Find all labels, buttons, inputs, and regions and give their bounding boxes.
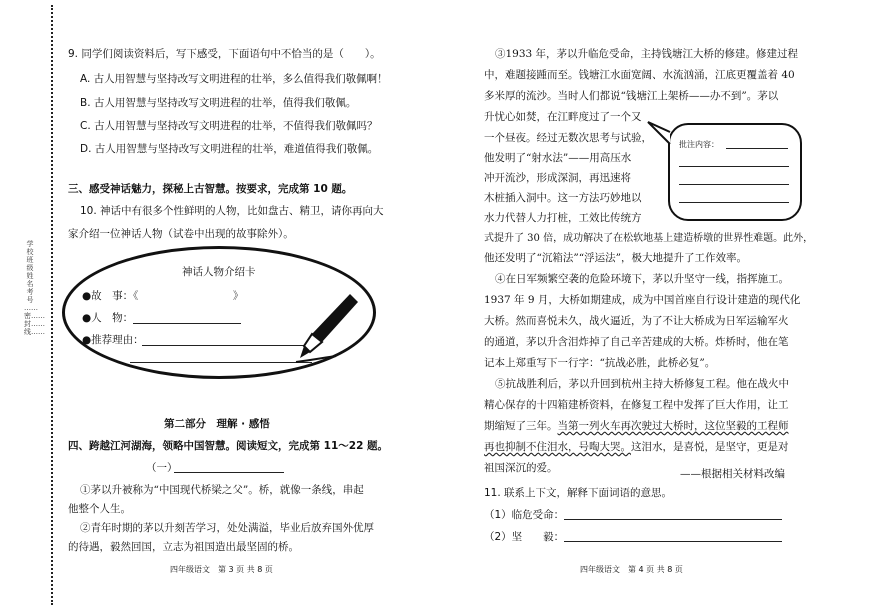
paragraph3-line1: ③1933 年，茅以升临危受命，主持钱塘江大桥的修建。修建过程 [495, 48, 799, 60]
q11-answer-line-2[interactable] [564, 541, 782, 542]
paragraph3-line7: 冲开流沙，形成深洞，再迅速将 [484, 172, 631, 184]
section4-title: 四、跨越江河湖海，领略中国智慧。阅读短文，完成第 11～22 题。 [68, 440, 389, 452]
paragraph4-line1: ④在日军频繁空袭的危险环境下，茅以升坚守一线，指挥施工。 [495, 273, 789, 285]
paragraph5-line5: 祖国深沉的爱。 [484, 462, 558, 474]
q9-option-c: C. 古人用智慧与坚持改写文明进程的壮举，不值得我们敬佩吗？ [80, 120, 378, 132]
wavy-underlined-sentence-end: 再也抑制不住泪水，号啕大哭。 [484, 441, 631, 453]
paragraph3-line2: 中，难题接踵而至。钱塘江水面宽阔、水流汹涌，江底更覆盖着 40 [484, 69, 795, 81]
intro-card-reason: ●推荐理由： [82, 334, 144, 346]
paragraph3-line8: 木桩插入洞中。这一方法巧妙地以 [484, 192, 642, 204]
annotation-label: 批注内容： [679, 140, 719, 149]
paragraph5-line2: 精心保存的十四箱建桥资料，在修复工程中发挥了巨大作用，让工 [484, 399, 789, 411]
annotation-line-3[interactable] [679, 184, 789, 185]
paragraph4-line3: 大桥。然而喜悦未久，战火逼近，为了不让大桥成为日军运输军火 [484, 315, 789, 327]
paragraph2-line2: 的待遇，毅然回国，立志为祖国造出最坚固的桥。 [68, 541, 299, 553]
paragraph3-line4: 升忧心如焚，在江畔度过了一个又 [484, 111, 642, 123]
bullet-dot-icon: ● [82, 290, 92, 302]
q9-stem: 9. 同学们阅读资料后，写下感受，下面语句中不恰当的是（ ）。 [68, 48, 381, 60]
reason-answer-line-2[interactable] [130, 362, 312, 363]
passage-source: ——根据相关材料改编 [680, 468, 785, 480]
q11-stem: 11. 联系上下文，解释下面词语的意思。 [484, 487, 673, 499]
q11-answer-line-1[interactable] [564, 519, 782, 520]
annotation-line-1[interactable] [726, 148, 788, 149]
paragraph1-line1: ①茅以升被称为“中国现代桥梁之父”。桥，就像一条线，串起 [80, 484, 364, 496]
paragraph4-line2: 1937 年 9 月，大桥如期建成，成为中国首座自行设计建造的现代化 [484, 294, 801, 306]
paragraph3-line11: 他还发明了“沉箱法”“浮运法”，极大地提升了工作效率。 [484, 252, 747, 264]
page4-footer: 四年级语文 第 4 页 共 8 页 [580, 565, 683, 574]
reason-answer-line-1[interactable] [142, 345, 312, 346]
intro-card-person: ●人 物： [82, 312, 134, 324]
pen-icon [292, 290, 362, 365]
q10-line2: 家介绍一位神话人物（试卷中出现的故事除外）。 [68, 228, 294, 240]
paragraph5-line3: 期缩短了三年。当第一列火车再次驶过大桥时，这位坚毅的工程师 [484, 420, 789, 432]
paragraph3-line5: 一个昼夜。经过无数次思考与试验， [484, 132, 652, 144]
passage-number: （一） [146, 462, 178, 474]
q9-option-b: B. 古人用智慧与坚持改写文明进程的壮举，值得我们敬佩。 [80, 97, 357, 109]
person-answer-line[interactable] [133, 323, 241, 324]
q9-option-d: D. 古人用智慧与坚持改写文明进程的壮举，难道值得我们敬佩。 [80, 143, 379, 155]
q9-option-a: A. 古人用智慧与坚持改写文明进程的壮举，多么值得我们敬佩啊！ [80, 73, 388, 85]
paragraph3-line9: 水力代替人力打桩，工效比传统方 [484, 212, 642, 224]
wavy-underlined-sentence: 当第一列火车再次驶过大桥时，这位坚毅的工程师 [557, 420, 789, 432]
section3-title: 三、感受神话魅力，探秘上古智慧。按要求，完成第 10 题。 [68, 183, 353, 195]
passage-title-blank[interactable] [174, 472, 284, 473]
paragraph4-line4: 的通道，茅以升含泪炸掉了自己辛苦建成的大桥。炸桥时，他在笔 [484, 336, 789, 348]
paragraph3-line6: 他发明了“射水法”——用高压水 [484, 152, 632, 164]
paragraph5-line4: 再也抑制不住泪水，号啕大哭。这泪水，是喜悦，是坚守，更是对 [484, 441, 789, 453]
q11-item2: （2）坚 毅： [484, 531, 565, 543]
paragraph3-line10: 式提升了 30 倍，成功解决了在松软地基上建造桥墩的世界性难题。此外， [484, 233, 814, 244]
bubble-tail [646, 118, 682, 148]
paragraph2-line1: ②青年时期的茅以升刻苦学习，处处满溢，毕业后放弃国外优厚 [80, 522, 374, 534]
q10-line1: 10. 神话中有很多个性鲜明的人物，比如盘古、精卫，请你再向大 [80, 205, 384, 217]
paragraph5-line1: ⑤抗战胜利后，茅以升回到杭州主持大桥修复工程。他在战火中 [495, 378, 789, 390]
intro-card-story: ●故 事：《 》 [82, 290, 244, 302]
seal-line [51, 5, 53, 605]
annotation-line-4[interactable] [679, 202, 789, 203]
bullet-dot-icon: ● [82, 312, 92, 324]
paragraph4-line5: 记本上郑重写下一行字：“抗战必胜，此桥必复”。 [484, 357, 716, 369]
part2-title: 第二部分 理解 · 感悟 [164, 418, 270, 430]
binding-margin-text: 学校 班级 姓名 考号 ……密……封……线…… [24, 240, 45, 336]
q11-item1: （1）临危受命： [484, 509, 565, 521]
intro-card-title: 神话人物介绍卡 [182, 266, 256, 278]
annotation-line-2[interactable] [679, 166, 789, 167]
paragraph3-line3: 多米厚的流沙。当时人们都说“钱塘江上架桥——办不到”。茅以 [484, 90, 779, 102]
page3-footer: 四年级语文 第 3 页 共 8 页 [170, 565, 273, 574]
paragraph1-line2: 他整个人生。 [68, 503, 131, 515]
bullet-dot-icon: ● [82, 334, 92, 346]
